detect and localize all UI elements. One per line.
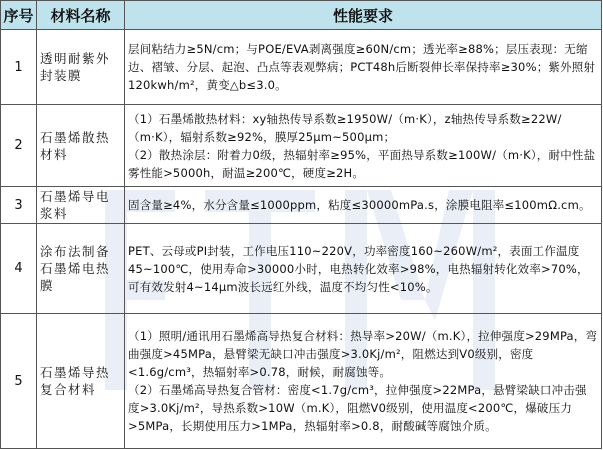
requirement-text: （2）散热涂层：附着力0级，热辐射率≥95%，平面热导系数≥100W/（m·K），耐中性盐雾性能>5000h，耐温≥200℃，硬度≥2H。 [128, 147, 596, 180]
material-name: 石墨烯导电浆料 [37, 187, 125, 224]
requirement-text: （1）照明/通讯用石墨烯高导热复合材料：热导率>20W/（m.K），拉伸强度>29MPa，弯曲强度>45MPa，悬臂梁无缺口冲击强度>3.0Kj/m²，阻燃达到V0级别，密度<1.6g/cm³，热辐射率>0.78，耐候，耐腐蚀等。 [128, 329, 598, 379]
table-row [1, 105, 602, 187]
material-name: 透明耐紫外封装膜 [37, 30, 125, 105]
material-name: 涂布法制备石墨烯电热膜 [37, 224, 125, 314]
header-requirements: 性能要求 [125, 1, 602, 30]
requirements-cell [125, 187, 602, 224]
requirement-text: （1）石墨烯散热材料：xy轴热传导系数≥1950W/（m·K），z轴热传导系数≥22W/（m·K），辐射系数≥92%，膜厚25μm~500μm； [128, 111, 562, 144]
table-row [1, 30, 602, 105]
requirements-cell [125, 314, 602, 449]
requirement-text: （2）石墨烯高导热复合管材：密度<1.7g/cm³，拉伸强度>22MPa，悬臂梁缺口冲击强度>3.0Kj/m²，导热系数>10W（m.K），阻燃V0级别，使用温度<200℃，爆破压力>5MPa，长期使用压力>1MPa，热辐射率>0.8，耐酸碱等腐蚀介质。 [128, 383, 587, 433]
row-number: 4 [1, 224, 37, 314]
header-material: 材料名称 [37, 1, 125, 30]
requirements-cell [125, 224, 602, 314]
table-row [1, 314, 602, 449]
requirement-text: 层间粘结力≥5N/cm；与POE/EVA剥离强度≥60N/cm；透光率≥88%；层压表现：无缩边、褶皱、分层、起泡、凸点等表观弊病；PCT48h后断裂伸长率保持率≥30%；紫外照射120kwh/m²，黄变△b≤3.0。 [128, 42, 596, 92]
table-row [1, 224, 602, 314]
material-name: 石墨烯导热复合材料 [37, 314, 125, 449]
requirements-cell [125, 30, 602, 105]
material-name: 石墨烯散热材料 [37, 105, 125, 187]
table-header-row [1, 1, 602, 30]
requirement-text: PET、云母或PI封装，工作电压110~220V，功率密度160~260W/m²，表面工作温度45~100℃，使用寿命>30000小时，电热转化效率>98%，电热辐射转化效率>70%，可有效发射4~14μm波长远红外线，温度不均匀性<10%。 [128, 243, 589, 294]
requirements-cell [125, 105, 602, 187]
row-number: 1 [1, 30, 37, 105]
row-number: 5 [1, 314, 37, 449]
row-number: 3 [1, 187, 37, 224]
row-number: 2 [1, 105, 37, 187]
requirement-text: 固含量≥4%，水分含量≤1000ppm，粘度≤30000mPa.s，涂膜电阻率≤100mΩ.cm。 [128, 198, 591, 212]
header-no: 序号 [1, 1, 37, 30]
table-row [1, 187, 602, 224]
